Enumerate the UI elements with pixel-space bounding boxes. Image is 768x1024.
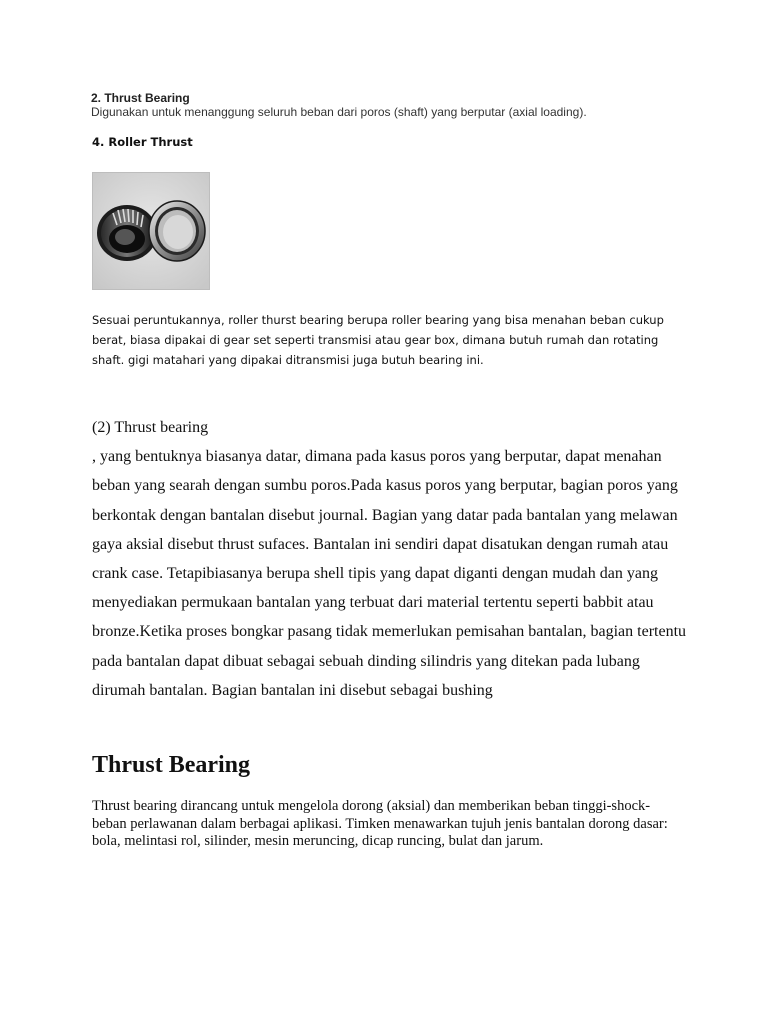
subsection-title: 4. Roller Thrust bbox=[92, 135, 193, 149]
section-heading: (2) Thrust bearing bbox=[92, 419, 209, 436]
roller-thrust-bearing-photo bbox=[92, 172, 210, 290]
roller-thrust-paragraph: Sesuai peruntukannya, roller thurst bearing berupa roller bearing yang bisa menahan beban cukup berat, biasa dipakai di gear set seperti transmisi atau gear box, dimana butuh rumah dan rotating shaft. gigi matahari yang dipakai ditransmisi juga butuh bearing ini. bbox=[92, 313, 664, 367]
section-title: 2. Thrust Bearing bbox=[91, 91, 190, 105]
section-body: , yang bentuknya biasanya datar, dimana pada kasus poros yang berputar, dapat menahan beban yang searah dengan sumbu poros.Pada kasus poros yang berputar, bagian poros yang berkontak dengan bantalan disebut journal. Bagian yang datar pada bantalan yang melawan gaya aksial disebut thrust sufaces. Bantalan ini sendiri dapat disatukan dengan rumah atau crank case. Tetapibiasanya berupa shell tipis yang dapat diganti dengan mudah dan yang menyediakan permukaan bantalan yang terbuat dari material tertentu seperti babbit atau bronze.Ketika proses bongkar pasang tidak memerlukan pemisahan bantalan, bagian tertentu pada bantalan dapat dibuat sebagai sebuah dinding silindris yang ditekan pada lubang dirumah bantalan. Bagian bantalan ini disebut sebagai bushing bbox=[92, 448, 687, 699]
thrust-bearing-description: Thrust bearing dirancang untuk mengelola dorong (aksial) dan memberikan beban tinggi-shock-beban perlawanan dalam berbagai aplikasi. Timken menawarkan tujuh jenis bantalan dorong dasar: bola, melintasi rol, silinder, mesin meruncing, dicap runcing, bulat dan jarum. bbox=[92, 798, 668, 849]
section-thrust-bearing-detail bbox=[92, 413, 692, 705]
section-thrust-bearing-intro bbox=[91, 91, 731, 119]
section-description: Digunakan untuk menanggung seluruh beban dari poros (shaft) yang berputar (axial loading). bbox=[91, 105, 587, 119]
page-heading: Thrust Bearing bbox=[92, 752, 251, 778]
